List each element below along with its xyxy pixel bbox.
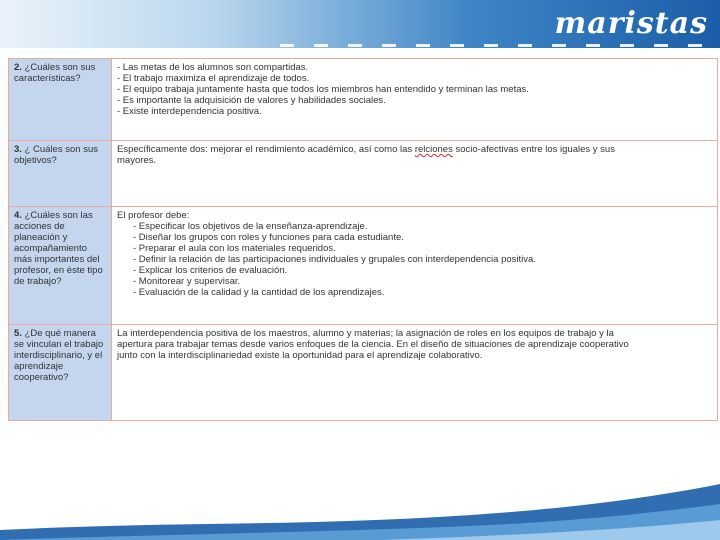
answer-line: - Las metas de los alumnos son compartidas. (117, 62, 309, 73)
answer-text: socio-afectivas entre los iguales y sus (452, 144, 615, 155)
answer-item: - Definir la relación de las participaciones individuales y grupales con interdependencia positiva. (133, 254, 536, 265)
answer-line: junto con la interdisciplinariedad existe la oportunidad para el aprendizaje colaborativo. (117, 350, 483, 361)
question-text: ¿Cuáles son las acciones de planeación y acompañamiento más importantes del profesor, en éste tipo de trabajo? (14, 210, 103, 287)
question-number: 5. (14, 328, 22, 339)
answer-line: La interdependencia positiva de los maestros, alumno y materias; la asignación de roles en los equipos de trabajo y la (117, 328, 614, 339)
table-row (9, 59, 718, 141)
answer-line: apertura para trabajar temas desde varios enfoques de la ciencia. En el diseño de situaciones de aprendizaje cooperativo (117, 339, 629, 350)
header-dashes (280, 44, 710, 47)
answer-item: - Evaluación de la calidad y la cantidad de los aprendizajes. (133, 287, 385, 298)
answer-cell (112, 207, 718, 325)
answer-item: - Explicar los criterios de evaluación. (133, 265, 288, 276)
answer-item: - Monitorear y supervisar. (133, 276, 241, 287)
question-text: ¿ Cuáles son sus objetivos? (14, 144, 98, 166)
answer-cell (112, 141, 718, 207)
answer-item: - Diseñar los grupos con roles y funciones para cada estudiante. (133, 232, 404, 243)
question-cell (9, 59, 112, 141)
answer-line: - Es importante la adquisición de valores y habilidades sociales. (117, 95, 386, 106)
question-text: ¿De qué manera se vinculan el trabajo interdisciplinario, y el aprendizaje cooperativo? (14, 328, 104, 383)
table-row (9, 141, 718, 207)
answer-item: - Preparar el aula con los materiales requeridos. (133, 243, 336, 254)
answer-item: - Especificar los objetivos de la enseñanza-aprendizaje. (133, 221, 368, 232)
header-banner (0, 0, 720, 48)
answer-line (117, 144, 712, 155)
brand-logo: maristas (554, 6, 708, 41)
question-number: 3. (14, 144, 22, 155)
answer-line: - El equipo trabaja juntamente hasta que todos los miembros han entendido y terminan las metas. (117, 84, 529, 95)
footer-wave (0, 460, 720, 540)
qa-table (8, 58, 718, 421)
question-text: ¿Cuáles son sus características? (14, 62, 96, 84)
answer-line: - El trabajo maximiza el aprendizaje de todos. (117, 73, 310, 84)
question-number: 4. (14, 210, 22, 221)
answer-line: - Existe interdependencia positiva. (117, 106, 262, 117)
question-cell (9, 141, 112, 207)
answer-intro: El profesor debe: (117, 210, 190, 221)
question-cell (9, 325, 112, 421)
question-number: 2. (14, 62, 22, 73)
answer-cell (112, 325, 718, 421)
question-cell (9, 207, 112, 325)
answer-line: mayores. (117, 155, 157, 166)
answer-text: Específicamente dos: mejorar el rendimiento académico, así como las (117, 144, 415, 155)
table-row (9, 207, 718, 325)
table-row (9, 325, 718, 421)
misspelled-word: relciones (414, 144, 453, 155)
answer-cell (112, 59, 718, 141)
